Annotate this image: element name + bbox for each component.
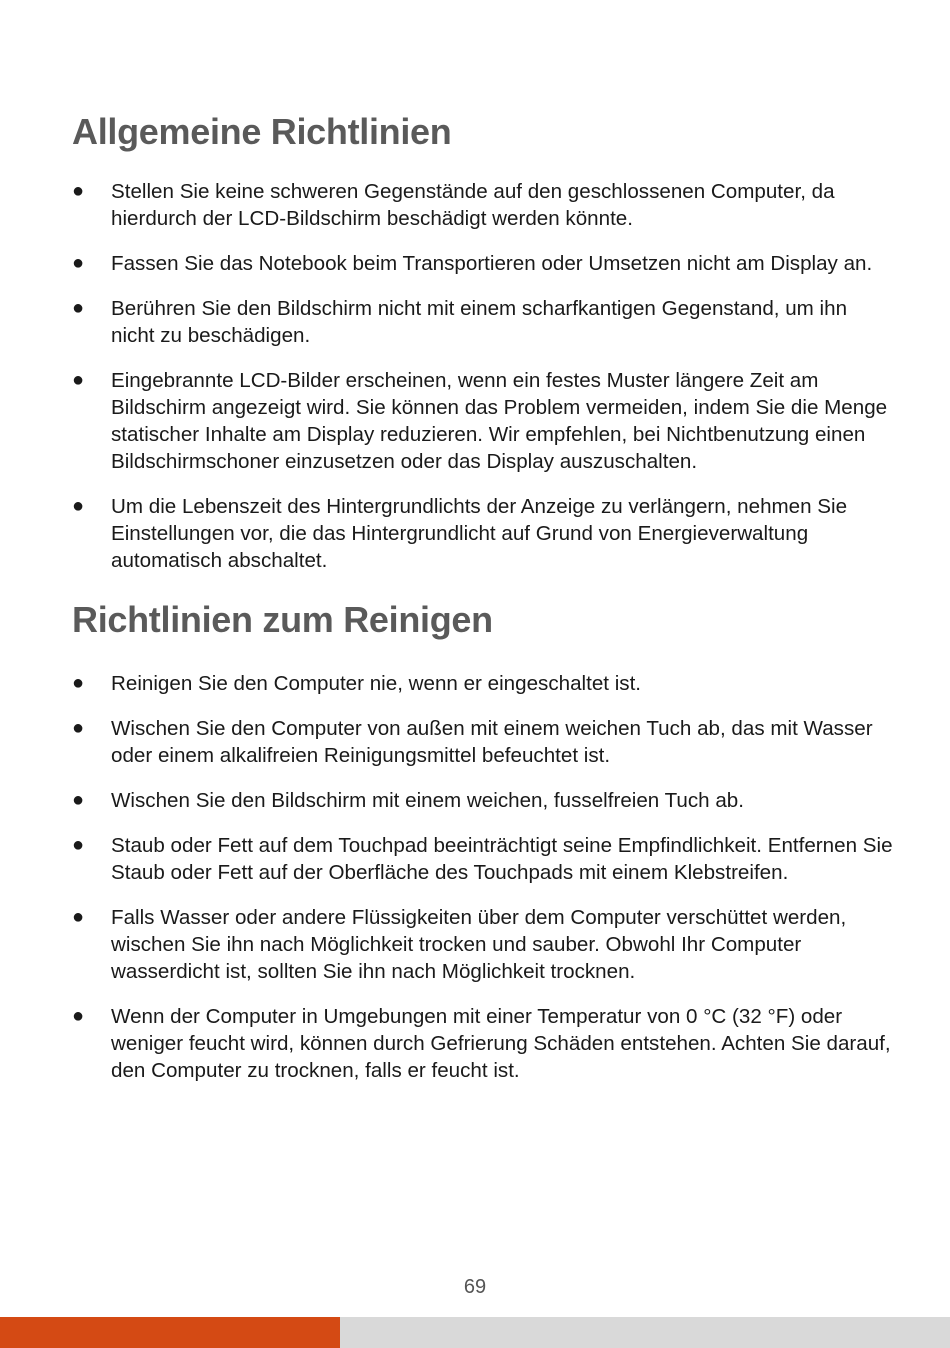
bullet-icon: ●: [72, 495, 85, 517]
section-heading-general: Allgemeine Richtlinien: [72, 111, 452, 152]
list-item: [72, 493, 894, 574]
list-item-text: Reinigen Sie den Computer nie, wenn er eingeschaltet ist.: [111, 672, 642, 695]
bullet-icon: ●: [72, 906, 85, 928]
bullet-icon: ●: [72, 180, 85, 202]
list-item: [72, 904, 894, 985]
list-item: [72, 715, 894, 769]
bullet-icon: ●: [72, 369, 85, 391]
list-item-text: Um die Lebenszeit des Hintergrundlichts der Anzeige zu verlängern, nehmen Sie Einstellungen vor, die das Hintergrundlicht auf Grund von Energieverwaltung automatisch abschaltet.: [111, 495, 848, 572]
bullet-icon: ●: [72, 672, 85, 694]
footer-bar: [0, 1317, 950, 1348]
bullet-icon: ●: [72, 834, 85, 856]
list-item: [72, 832, 894, 886]
list-item-text: Wischen Sie den Computer von außen mit einem weichen Tuch ab, das mit Wasser oder einem alkalifreien Reinigungsmittel befeuchtet ist.: [111, 717, 873, 767]
footer-accent-bar: [0, 1317, 340, 1348]
page-number: 69: [463, 1276, 487, 1298]
page-content: [72, 100, 894, 1084]
list-item-text: Berühren Sie den Bildschirm nicht mit einem scharfkantigen Gegenstand, um ihn nicht zu beschädigen.: [111, 297, 848, 347]
list-item: [72, 1003, 894, 1084]
list-item: [72, 250, 894, 277]
bullet-icon: ●: [72, 297, 85, 319]
cleaning-guidelines-list: [72, 670, 894, 1084]
list-item: [72, 787, 894, 814]
list-item: [72, 178, 894, 232]
bullet-icon: ●: [72, 717, 85, 739]
bullet-icon: ●: [72, 1005, 85, 1027]
list-item-text: Wenn der Computer in Umgebungen mit einer Temperatur von 0 °C (32 °F) oder weniger feucht wird, können durch Gefrierung Schäden entstehen. Achten Sie darauf, den Computer zu trocknen, falls er feucht ist.: [111, 1005, 891, 1082]
list-item-text: Wischen Sie den Bildschirm mit einem weichen, fusselfreien Tuch ab.: [111, 789, 744, 812]
list-item-text: Stellen Sie keine schweren Gegenstände auf den geschlossenen Computer, da hierdurch der LCD-Bildschirm beschädigt werden könnte.: [111, 180, 835, 230]
list-item: [72, 295, 894, 349]
list-item: [72, 670, 894, 697]
list-item-text: Fassen Sie das Notebook beim Transportieren oder Umsetzen nicht am Display an.: [111, 252, 873, 275]
bullet-icon: ●: [72, 252, 85, 274]
list-item: [72, 367, 894, 475]
section-heading-cleaning: Richtlinien zum Reinigen: [72, 599, 493, 640]
list-item-text: Falls Wasser oder andere Flüssigkeiten über dem Computer verschüttet werden, wischen Sie ihn nach Möglichkeit trocken und sauber. Obwohl Ihr Computer wasserdicht ist, sollten Sie ihn nach Möglichkeit trocknen.: [111, 906, 847, 983]
list-item-text: Staub oder Fett auf dem Touchpad beeinträchtigt seine Empfindlichkeit. Entfernen Sie Staub oder Fett auf der Oberfläche des Touchpads mit einem Klebstreifen.: [111, 834, 893, 884]
bullet-icon: ●: [72, 789, 85, 811]
list-item-text: Eingebrannte LCD-Bilder erscheinen, wenn ein festes Muster längere Zeit am Bildschirm angezeigt wird. Sie können das Problem vermeiden, indem Sie die Menge statischer Inhalte am Display reduzieren. Wir empfehlen, bei Nichtbenutzung einen Bildschirmschoner einzusetzen oder das Display auszuschalten.: [111, 369, 888, 473]
general-guidelines-list: [72, 178, 894, 574]
